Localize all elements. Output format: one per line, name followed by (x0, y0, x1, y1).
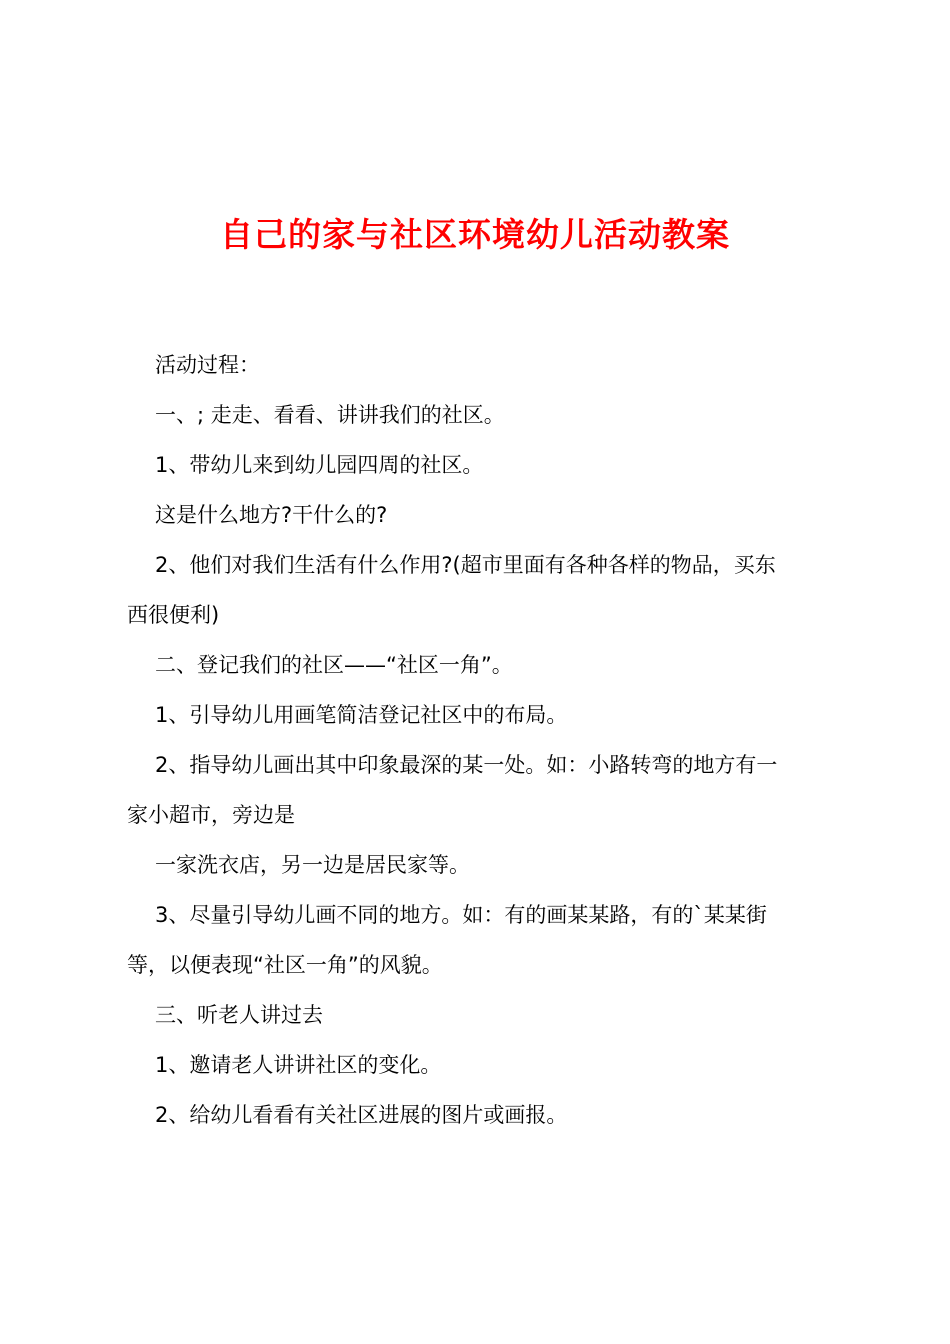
paragraph: 1、带幼儿来到幼儿园四周的社区。 (155, 453, 484, 477)
document-title: 自己的家与社区环境幼儿活动教案 (220, 215, 730, 254)
paragraph-continuation: 西很便利) (127, 603, 220, 627)
document-body (127, 340, 833, 1140)
paragraph: 一、; 走走、看看、讲讲我们的社区。 (155, 403, 505, 427)
paragraph: 2、指导幼儿画出其中印象最深的某一处。如：小路转弯的地方有一 (155, 753, 778, 777)
paragraph: 三、听老人讲过去 (155, 1003, 323, 1027)
paragraph: 1、引导幼儿用画笔简洁登记社区中的布局。 (155, 703, 568, 727)
paragraph-continuation: 等，以便表现“社区一角”的风貌。 (127, 953, 443, 977)
paragraph: 2、给幼儿看看有关社区进展的图片或画报。 (155, 1103, 568, 1127)
paragraph-continuation: 家小超市，旁边是 (127, 803, 295, 827)
paragraph: 这是什么地方?干什么的? (155, 503, 388, 527)
paragraph: 1、邀请老人讲讲社区的变化。 (155, 1053, 442, 1077)
paragraph: 二、登记我们的社区——“社区一角”。 (155, 653, 513, 677)
paragraph: 活动过程： (155, 353, 260, 377)
paragraph: 3、尽量引导幼儿画不同的地方。如：有的画某某路，有的`某某街 (155, 903, 767, 927)
paragraph: 一家洗衣店，另一边是居民家等。 (155, 853, 470, 877)
paragraph: 2、他们对我们生活有什么作用?(超市里面有各种各样的物品，买东 (155, 553, 776, 577)
